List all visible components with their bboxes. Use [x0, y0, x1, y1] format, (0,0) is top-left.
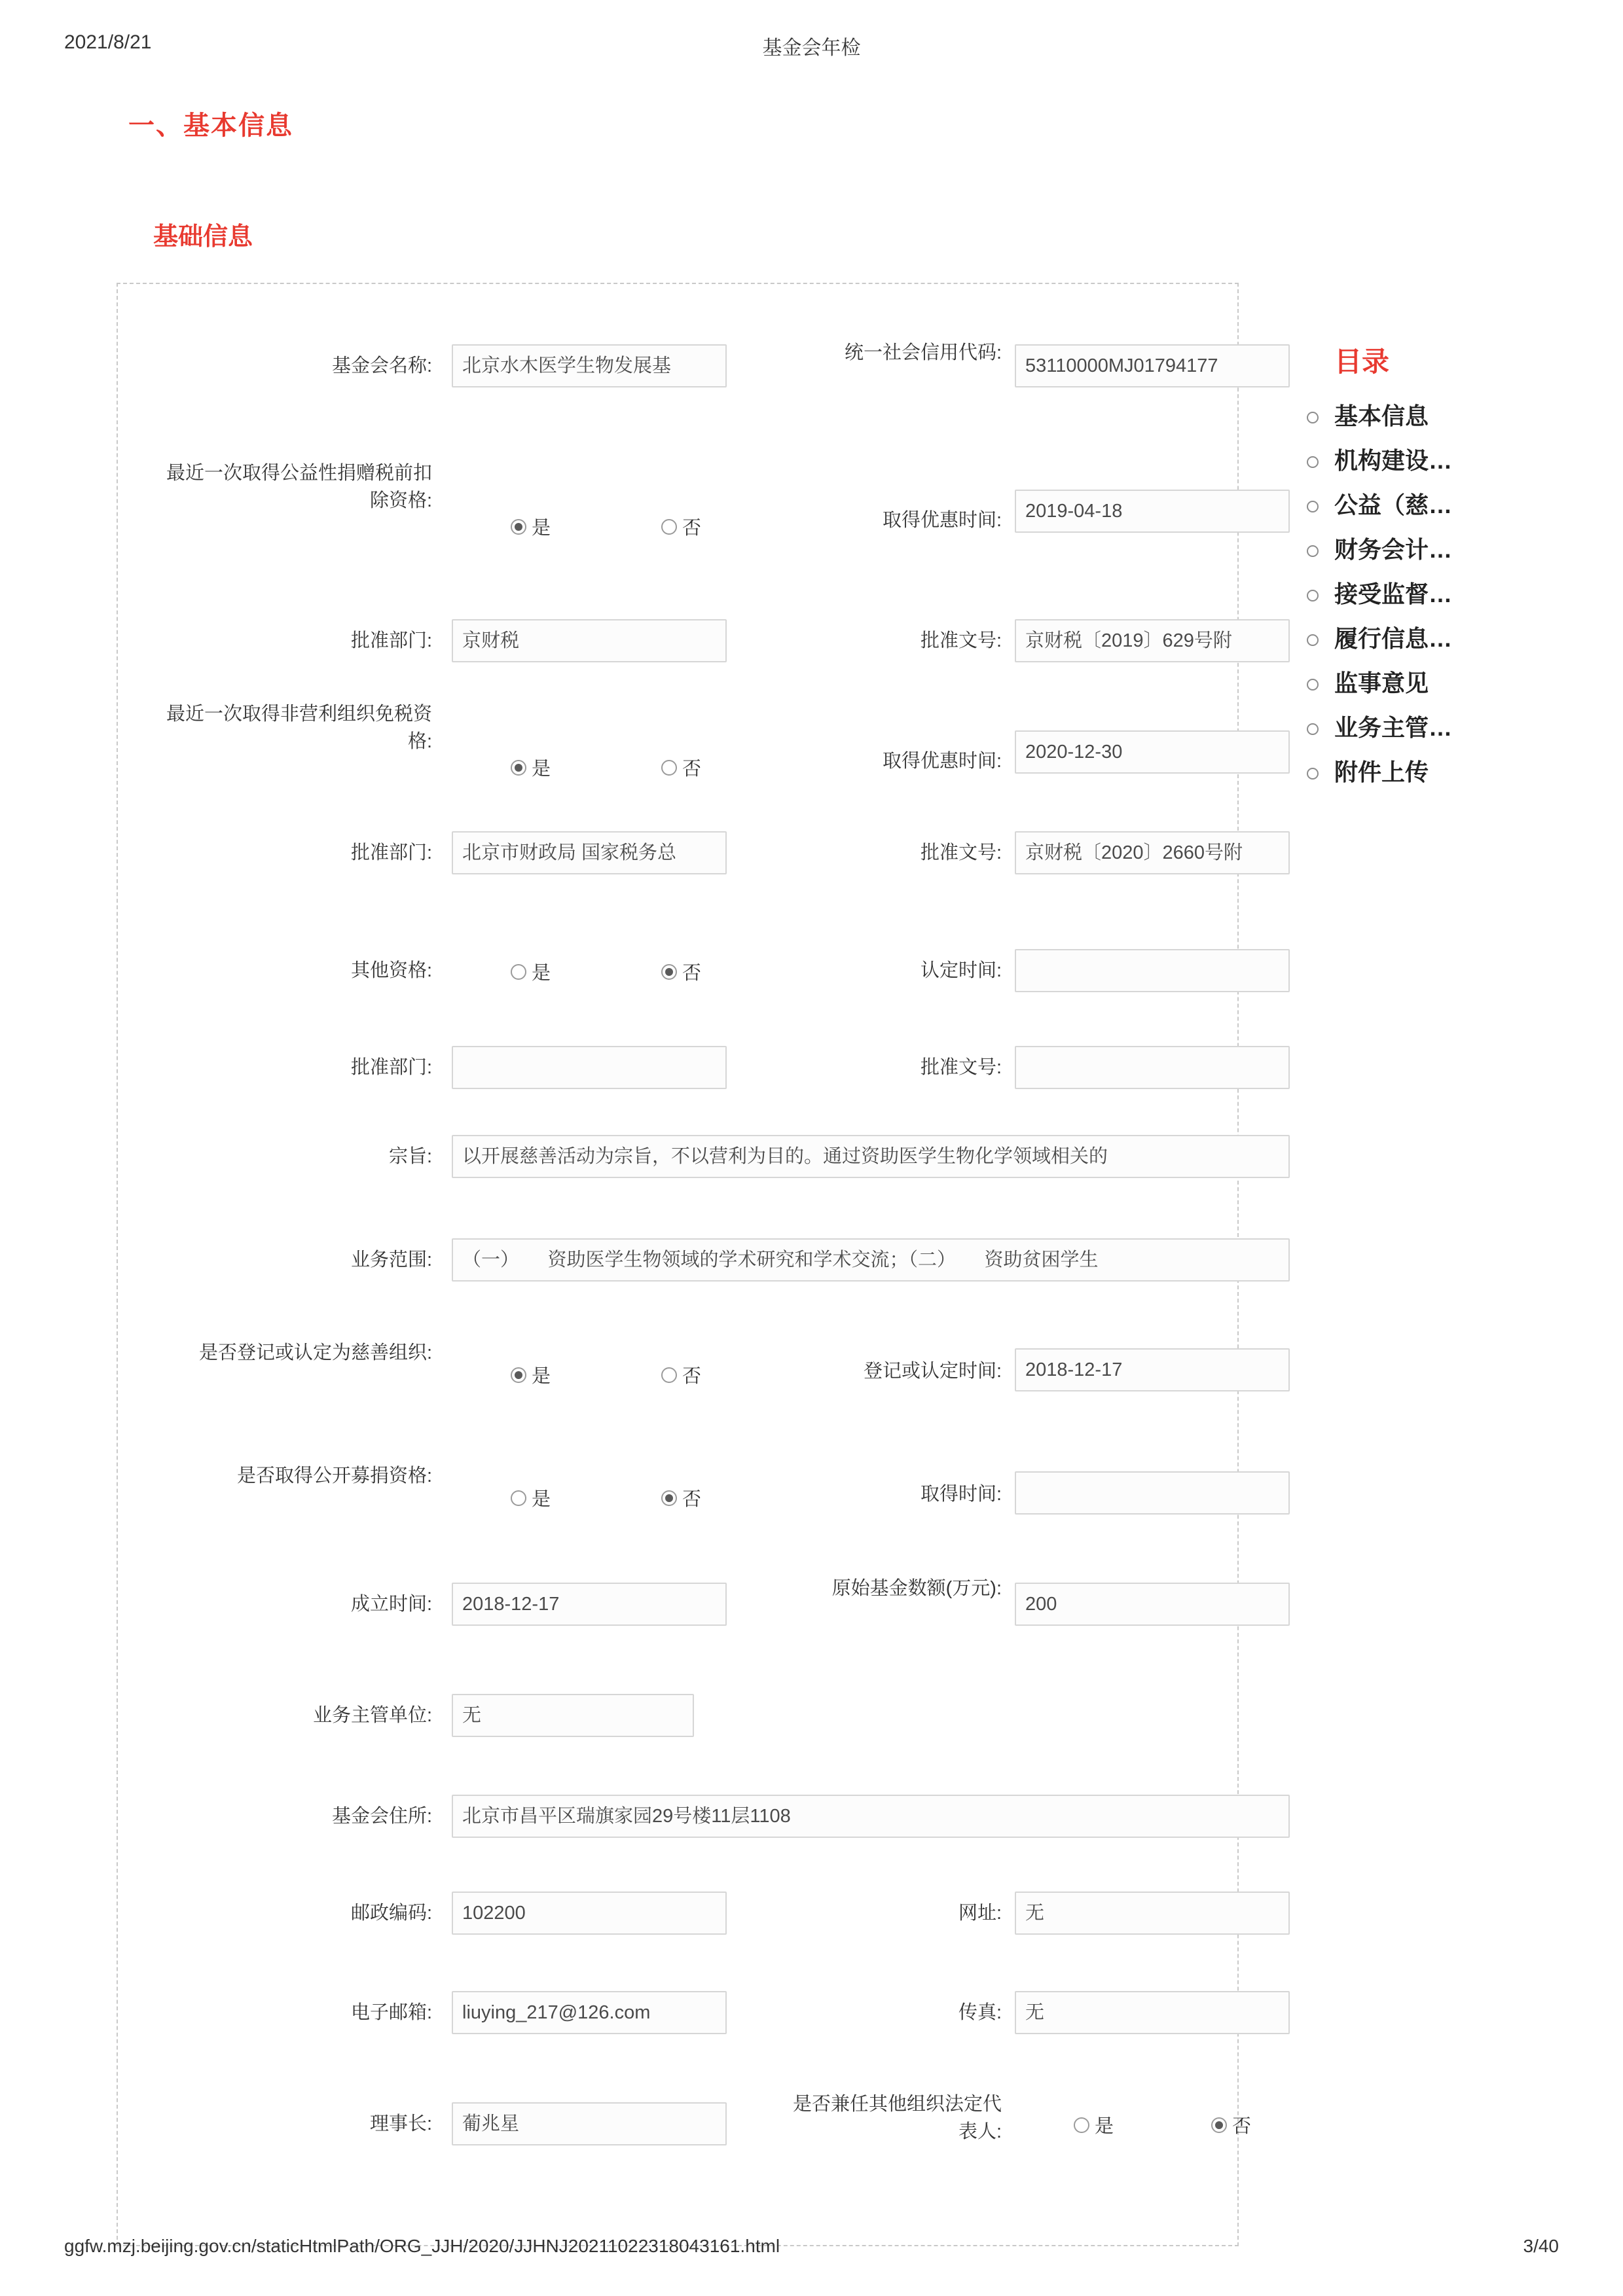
radio-option-yes[interactable]: [511, 1484, 551, 1511]
label-approval-dept-3: 批准部门:: [350, 1057, 432, 1078]
input-original-fund[interactable]: 200: [1015, 1583, 1290, 1626]
radio-label-no: 否: [682, 759, 702, 780]
label-business-scope: 业务范围:: [350, 1249, 432, 1270]
input-purpose[interactable]: 以开展慈善活动为宗旨，不以营利为目的。通过资助医学生物化学领域相关的: [452, 1135, 1290, 1178]
toc-item-label: 机构建设…: [1334, 447, 1453, 474]
label-foundation-name: 基金会名称:: [331, 355, 432, 376]
radio-label-no: 否: [682, 1489, 702, 1510]
input-establish-date[interactable]: 2018-12-17: [452, 1583, 727, 1626]
radio-label-yes: 是: [532, 963, 551, 984]
toc-item-label: 履行信息…: [1334, 625, 1453, 652]
toc-item-label: 公益（慈…: [1334, 492, 1453, 518]
radio-public-fundraising: [511, 1484, 746, 1511]
radio-dot-yes[interactable]: [1074, 2117, 1089, 2133]
label-approval-doc-1: 批准文号:: [920, 630, 1002, 651]
label-benefit-date-2: 取得优惠时间:: [882, 751, 1002, 772]
radio-label-yes: 是: [532, 759, 551, 780]
header-title: 基金会年检: [762, 37, 861, 59]
header-date: 2021/8/21: [64, 31, 152, 53]
label-charity-registered: 是否登记或认定为慈善组织:: [198, 1342, 432, 1363]
bullet-icon: [1307, 456, 1319, 468]
label-recognition-date: 认定时间:: [920, 960, 1002, 981]
bullet-icon: [1307, 679, 1319, 691]
toc-item-label: 基本信息: [1334, 403, 1429, 429]
footer-page-number: 3/40: [1523, 2236, 1559, 2256]
input-business-scope[interactable]: （一） 资助医学生物领域的学术研究和学术交流；（二） 资助贫困学生: [452, 1238, 1290, 1282]
print-header: [0, 31, 1623, 58]
toc-item-attachments[interactable]: [1303, 750, 1578, 795]
input-website[interactable]: 无: [1015, 1892, 1290, 1935]
radio-option-no[interactable]: [661, 1361, 701, 1388]
radio-label-yes: 是: [532, 518, 551, 539]
label-fax: 传真:: [958, 2002, 1002, 2023]
input-supervisory-unit[interactable]: 无: [452, 1694, 694, 1737]
toc-item-supervision[interactable]: [1303, 572, 1578, 617]
toc-item-competent-unit[interactable]: [1303, 706, 1578, 750]
radio-option-no[interactable]: [1211, 2111, 1251, 2138]
label-other-qualification: 其他资格:: [350, 960, 432, 981]
toc-item-charity[interactable]: [1303, 483, 1578, 528]
input-approval-doc-2[interactable]: 京财税〔2020〕2660号附: [1015, 831, 1290, 874]
label-establish-date: 成立时间:: [350, 1594, 432, 1615]
input-postcode[interactable]: 102200: [452, 1892, 727, 1935]
toc-item-finance[interactable]: [1303, 528, 1578, 572]
input-approval-doc-1[interactable]: 京财税〔2019〕629号附: [1015, 619, 1290, 662]
radio-dot-no[interactable]: [661, 519, 677, 535]
bullet-icon: [1307, 768, 1319, 780]
label-credit-code: 统一社会信用代码:: [844, 342, 1002, 363]
label-benefit-date-1: 取得优惠时间:: [882, 510, 1002, 531]
toc-title: 目录: [1334, 346, 1390, 377]
label-obtain-date: 取得时间:: [920, 1484, 1002, 1505]
label-approval-doc-2: 批准文号:: [920, 842, 1002, 863]
label-chairman: 理事长:: [369, 2113, 432, 2134]
radio-label-yes: 是: [532, 1489, 551, 1510]
label-supervisory-unit: 业务主管单位:: [312, 1705, 432, 1726]
radio-dot-no[interactable]: [661, 964, 677, 980]
label-nonprofit-tax-exempt: 最近一次取得非营利组织免税资格:: [166, 704, 432, 752]
input-benefit-date-2[interactable]: 2020-12-30: [1015, 730, 1290, 774]
label-website: 网址:: [958, 1903, 1002, 1924]
input-credit-code[interactable]: 53110000MJ01794177: [1015, 344, 1290, 387]
label-email: 电子邮箱:: [350, 2002, 432, 2023]
radio-dot-no[interactable]: [661, 1367, 677, 1383]
input-chairman[interactable]: 葡兆星: [452, 2102, 727, 2145]
bullet-icon: [1307, 545, 1319, 557]
table-of-contents: [1303, 340, 1578, 795]
radio-label-yes: 是: [1095, 2116, 1114, 2137]
toc-item-label: 监事意见: [1334, 670, 1429, 696]
toc-item-organization[interactable]: [1303, 439, 1578, 483]
label-approval-dept-1: 批准部门:: [350, 630, 432, 651]
radio-concurrent-legal-rep: [1074, 2111, 1309, 2138]
page-title: 一、基本信息: [128, 111, 293, 140]
input-approval-dept-2[interactable]: 北京市财政局 国家税务总: [452, 831, 727, 874]
radio-donation-tax-deduction: [511, 513, 746, 539]
radio-label-no: 否: [682, 963, 702, 984]
toc-item-label: 接受监督…: [1334, 581, 1453, 607]
radio-dot-yes[interactable]: [511, 1367, 526, 1383]
input-recognition-date[interactable]: [1015, 949, 1290, 992]
input-approval-dept-3[interactable]: [452, 1046, 727, 1089]
radio-label-no: 否: [682, 518, 702, 539]
radio-option-no[interactable]: [661, 958, 701, 985]
radio-dot-no[interactable]: [661, 1490, 677, 1506]
radio-label-yes: 是: [532, 1366, 551, 1387]
label-original-fund: 原始基金数额(万元):: [831, 1578, 1002, 1599]
label-approval-dept-2: 批准部门:: [350, 842, 432, 863]
radio-dot-yes[interactable]: [511, 760, 526, 776]
bullet-icon: [1307, 634, 1319, 646]
radio-dot-yes[interactable]: [511, 519, 526, 535]
radio-charity-registered: [511, 1361, 746, 1388]
radio-option-yes[interactable]: [511, 754, 551, 781]
input-obtain-date[interactable]: [1015, 1471, 1290, 1515]
input-fax[interactable]: 无: [1015, 1991, 1290, 2034]
label-public-fundraising: 是否取得公开募捐资格:: [236, 1465, 432, 1486]
radio-other-qualification: [511, 958, 746, 984]
radio-option-yes[interactable]: [511, 513, 551, 540]
radio-option-no[interactable]: [661, 513, 701, 540]
input-charity-date[interactable]: 2018-12-17: [1015, 1348, 1290, 1391]
radio-dot-no[interactable]: [1211, 2117, 1227, 2133]
input-benefit-date-1[interactable]: 2019-04-18: [1015, 490, 1290, 533]
radio-label-no: 否: [682, 1366, 702, 1387]
input-approval-doc-3[interactable]: [1015, 1046, 1290, 1089]
toc-item-performance[interactable]: [1303, 617, 1578, 661]
label-concurrent-legal-rep: 是否兼任其他组织法定代表人:: [792, 2094, 1002, 2142]
bullet-icon: [1307, 723, 1319, 735]
basic-info-form: [117, 283, 1252, 2246]
bullet-icon: [1307, 412, 1319, 423]
label-purpose: 宗旨:: [388, 1146, 432, 1167]
radio-nonprofit-tax-exempt: [511, 754, 746, 780]
label-donation-tax-deduction: 最近一次取得公益性捐赠税前扣除资格:: [166, 463, 432, 511]
toc-item-label: 附件上传: [1334, 759, 1429, 785]
input-address[interactable]: 北京市昌平区瑞旗家园29号楼11层1108: [452, 1795, 1290, 1838]
label-address: 基金会住所:: [331, 1806, 432, 1827]
toc-item-basic-info[interactable]: [1303, 394, 1578, 439]
bullet-icon: [1307, 590, 1319, 601]
radio-dot-no[interactable]: [661, 760, 677, 776]
radio-option-yes[interactable]: [1074, 2111, 1114, 2138]
input-foundation-name[interactable]: 北京水木医学生物发展基: [452, 344, 727, 387]
radio-dot-yes[interactable]: [511, 964, 526, 980]
label-approval-doc-3: 批准文号:: [920, 1057, 1002, 1078]
radio-label-no: 否: [1232, 2116, 1252, 2137]
toc-item-supervisor-opinion[interactable]: [1303, 661, 1578, 706]
radio-dot-yes[interactable]: [511, 1490, 526, 1506]
input-approval-dept-1[interactable]: 京财税: [452, 619, 727, 662]
input-email[interactable]: liuying_217@126.com: [452, 1991, 727, 2034]
print-footer: [0, 2236, 1623, 2262]
footer-url: ggfw.mzj.beijing.gov.cn/staticHtmlPath/ORG_JJH/2020/JJHNJ20211022318043161.html: [64, 2236, 780, 2256]
label-postcode: 邮政编码:: [350, 1903, 432, 1924]
radio-option-yes[interactable]: [511, 1361, 551, 1388]
toc-item-label: 财务会计…: [1334, 536, 1453, 563]
bullet-icon: [1307, 501, 1319, 512]
label-charity-date: 登记或认定时间:: [863, 1361, 1002, 1382]
radio-option-no[interactable]: [661, 1484, 701, 1511]
toc-item-label: 业务主管…: [1334, 714, 1453, 741]
radio-option-no[interactable]: [661, 754, 701, 781]
subsection-title: 基础信息: [153, 223, 253, 251]
radio-option-yes[interactable]: [511, 958, 551, 985]
